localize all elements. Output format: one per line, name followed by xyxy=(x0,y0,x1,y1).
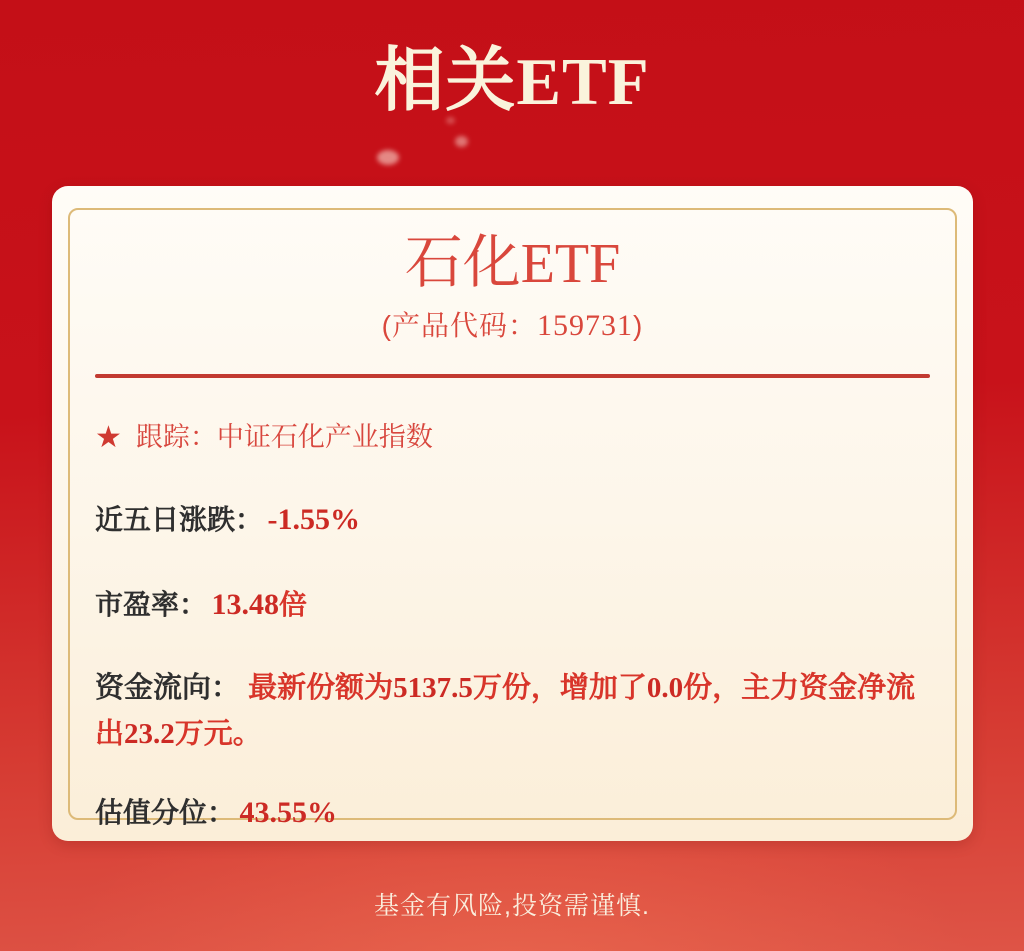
code-prefix: (产品代码： xyxy=(381,310,537,341)
code-value: 159731 xyxy=(537,309,633,342)
etf-name xyxy=(52,186,973,295)
etf-name-cn: 石化 xyxy=(404,230,521,295)
sparkle-dot xyxy=(446,117,455,124)
etf-name-latin: ETF xyxy=(520,233,621,295)
valuation-percentile-row xyxy=(95,791,930,831)
flow-text: 万份，增加了 xyxy=(472,672,647,704)
pe-label: 市盈率： xyxy=(95,589,208,620)
pe-ratio-row xyxy=(95,583,930,623)
pe-unit: 倍 xyxy=(278,589,307,620)
flow-text: 最新份额为 xyxy=(248,672,394,704)
flow-label: 资金流向： xyxy=(95,672,241,704)
change-label: 近五日涨跌： xyxy=(95,504,264,535)
change-value: -1.55% xyxy=(267,503,360,536)
fund-flow-row xyxy=(95,665,930,757)
risk-disclaimer: 基金有风险,投资需谨慎. xyxy=(374,892,650,920)
five-day-change-row xyxy=(95,498,930,538)
track-index-row xyxy=(95,415,930,455)
pe-value: 13.48 xyxy=(211,588,279,621)
page-title xyxy=(0,0,1024,118)
etf-product-code xyxy=(52,304,973,344)
valuation-label: 估值分位： xyxy=(95,797,236,828)
flow-text: 份，主力资金净流出 xyxy=(95,672,916,750)
sparkle-dot xyxy=(377,150,399,165)
divider xyxy=(95,374,930,378)
etf-detail-rows xyxy=(52,415,973,831)
valuation-value: 43.55% xyxy=(239,796,337,829)
star-icon: ★ xyxy=(95,421,122,454)
etf-card xyxy=(52,186,973,841)
flow-added-value: 0.0 xyxy=(646,672,684,704)
flow-shares-value: 5137.5 xyxy=(393,672,473,704)
flow-text: 万元。 xyxy=(174,718,262,750)
track-value: 中证石化产业指数 xyxy=(216,422,433,452)
track-label: 跟踪： xyxy=(135,422,217,452)
code-suffix: ) xyxy=(633,310,644,341)
sparkle-dot xyxy=(455,136,468,147)
page-title-latin: ETF xyxy=(516,45,650,119)
flow-outflow-value: 23.2 xyxy=(124,718,175,750)
page-title-cn: 相关 xyxy=(374,41,517,119)
